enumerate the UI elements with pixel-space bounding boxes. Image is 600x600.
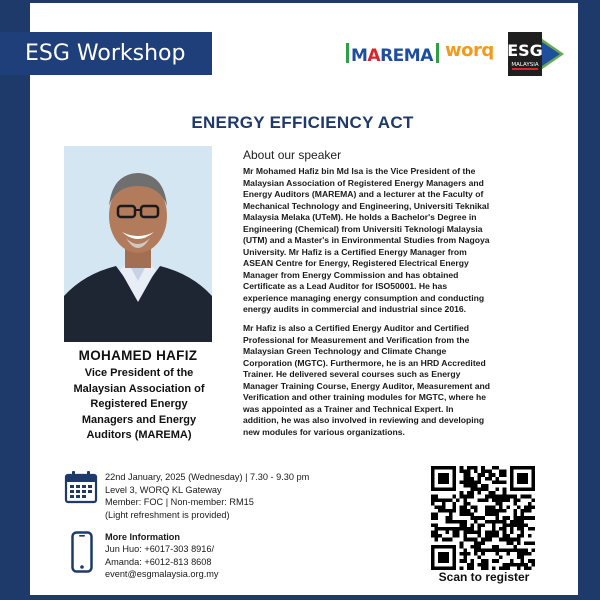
esg-logo-subtext: MALAYSIA: [511, 62, 539, 68]
speaker-bio-paragraph-1: [243, 166, 541, 316]
marema-logo: [345, 39, 440, 67]
bio-line: Mr Hafiz is also a Certified Energy Auditor and Certified: [243, 323, 470, 333]
worq-logo: worq: [445, 40, 494, 61]
speaker-name: MOHAMED HAFIZ: [78, 348, 198, 363]
bio-line: experience managing energy consumption and conducting: [243, 292, 485, 303]
bio-line: Certificate as a Lead Auditor for ISO50001. He has: [243, 281, 448, 291]
bio-line: Malaysian Green Technology and Climate Change: [243, 346, 447, 356]
workshop-banner: [0, 32, 212, 75]
registration-qr-code[interactable]: [431, 466, 535, 570]
event-date-time: 22nd January, 2025 (Wednesday) | 7.30 - 9.30 pm: [105, 472, 310, 482]
contact-details: [105, 531, 219, 581]
bio-line: Malaysia Melaka (UTeM). He holds a Bachelor's Degree in: [243, 212, 477, 222]
bio-line: new modules for various organizations.: [243, 426, 405, 437]
event-venue: Level 3, WORQ KL Gateway: [105, 484, 222, 495]
bio-line: Professional for Measurement and Verification from the: [243, 334, 470, 345]
contact-heading: More Information: [105, 532, 181, 542]
contact-email[interactable]: event@esgmalaysia.org.my: [105, 569, 219, 580]
bio-line: energy audits in commercial and industrial since 2016.: [243, 304, 467, 314]
esg-malaysia-logo: [504, 30, 566, 78]
speaker-role-line: Vice President of the: [84, 367, 194, 379]
bio-line: (UTM) and a Master's in Environmental Studies from Nagoya: [243, 235, 490, 245]
esg-logo-text: ESG: [507, 41, 543, 60]
bio-line: University. Mr Hafiz is a Certified Energy Manager from: [243, 246, 467, 257]
bio-line: addition, he was also involved in reviewing and developing: [243, 415, 485, 425]
svg-text:MAREMA: MAREMA: [351, 46, 433, 66]
bio-line: ASEAN Centre for Energy, Registered Electrical Energy: [243, 258, 469, 268]
contact-line: Amanda: +6012-813 8608: [105, 556, 212, 567]
phone-icon: [71, 531, 93, 573]
speaker-photo: [64, 146, 212, 342]
event-fee: Member: FOC | Non-member: RM15: [105, 497, 254, 508]
bio-line: Mechanical Technology and Engineering, Universiti Teknikal: [243, 200, 490, 211]
speaker-role-line: Malaysian Association of: [73, 382, 205, 395]
bio-line: Mr Mohamed Hafiz bin Md Isa is the Vice President of the: [243, 166, 476, 176]
speaker-role: [44, 366, 234, 444]
speaker-role-line: Managers and Energy: [81, 413, 197, 426]
bio-line: Engineering (Chemical) from Universiti Teknologi Malaysia: [243, 223, 483, 234]
bio-line: was appointed as a Trainer and Technical Expert. In: [243, 403, 454, 414]
bio-line: Verification and other training modules for MGTC, where he: [243, 392, 487, 402]
speaker-role-line: Auditors (MAREMA): [86, 429, 192, 442]
scan-to-register-caption: Scan to register: [438, 570, 530, 584]
bio-line: Energy Auditors (MAREMA) and a lecturer at the Faculty of: [243, 189, 484, 199]
bio-line: Trainer. He delivered several courses such as Energy: [243, 369, 461, 379]
banner-label: ESG Workshop: [25, 41, 186, 66]
event-details: [105, 471, 309, 521]
calendar-icon: [64, 470, 98, 504]
bio-line: Corporation (MGTC). Furthermore, he is an HRD Accredited: [243, 357, 486, 368]
about-speaker-heading: About our speaker: [243, 148, 342, 162]
speaker-bio-paragraph-2: [243, 323, 541, 438]
bio-line: Manager from Energy Commission and has obtained: [243, 269, 459, 280]
bio-line: Manager Training Course, Energy Auditor, Measurement and: [243, 380, 491, 391]
speaker-role-line: Registered Energy: [90, 398, 188, 411]
event-title: ENERGY EFFICIENCY ACT: [191, 113, 414, 132]
event-note: (Light refreshment is provided): [105, 509, 230, 520]
contact-line: Jun Huo: +6017-303 8916/: [105, 544, 215, 555]
bio-line: Malaysian Association of Registered Energy Managers and: [243, 177, 484, 188]
